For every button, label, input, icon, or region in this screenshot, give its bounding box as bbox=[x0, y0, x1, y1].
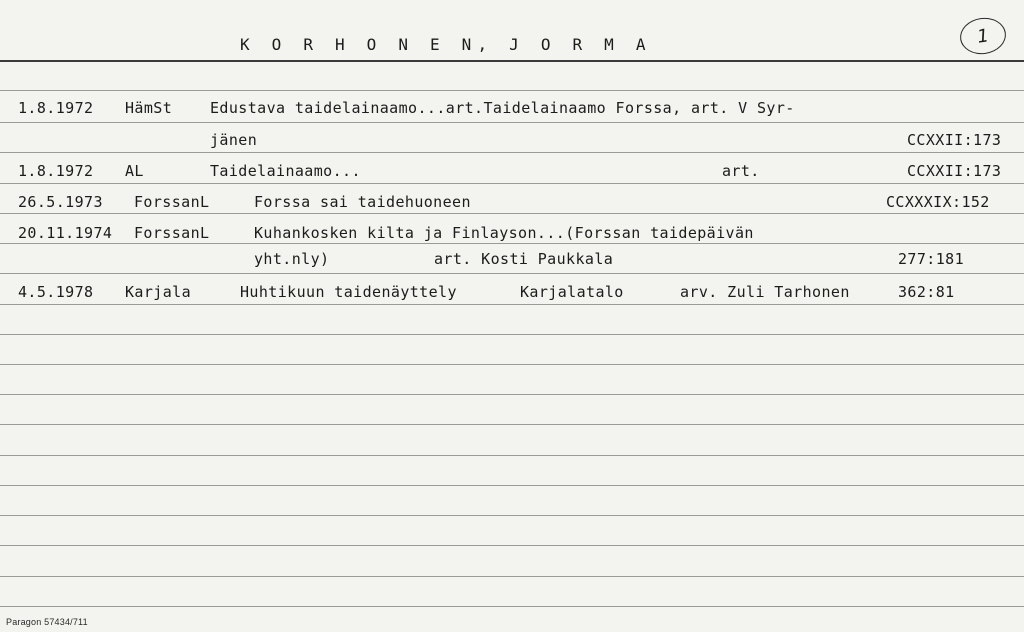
entry-reference: CCXXII:173 bbox=[907, 162, 1002, 180]
ruled-line bbox=[0, 485, 1024, 486]
ruled-line bbox=[0, 152, 1024, 153]
entry-reference: CCXXXIX:152 bbox=[886, 193, 990, 211]
entry-source: ForssanL bbox=[134, 193, 210, 211]
ruled-line bbox=[0, 304, 1024, 305]
entry-type: art. bbox=[722, 162, 760, 180]
entry-source: Karjala bbox=[125, 283, 192, 301]
entry-type: art. Kosti Paukkala bbox=[434, 250, 614, 268]
ruled-line bbox=[0, 183, 1024, 184]
entry-reference: 277:181 bbox=[898, 250, 965, 268]
ruled-line bbox=[0, 213, 1024, 214]
ruled-line bbox=[0, 364, 1024, 365]
entry-place: Karjalatalo bbox=[520, 283, 624, 301]
entry-date: 20.11.1974 bbox=[18, 224, 113, 242]
entry-text: Kuhankosken kilta ja Finlayson...(Forssan taidepäivän bbox=[254, 224, 754, 242]
header-rule bbox=[0, 60, 1024, 62]
ruled-line bbox=[0, 424, 1024, 425]
ruled-line bbox=[0, 394, 1024, 395]
entry-date: 26.5.1973 bbox=[18, 193, 103, 211]
entry-reference: 362:81 bbox=[898, 283, 955, 301]
entry-text-continued: yht.nly) bbox=[254, 250, 330, 268]
entry-type: arv. Zuli Tarhonen bbox=[680, 283, 850, 301]
entry-text: Forssa sai taidehuoneen bbox=[254, 193, 471, 211]
ruled-line bbox=[0, 273, 1024, 274]
entry-text-continued: jänen bbox=[210, 131, 258, 149]
ruled-line bbox=[0, 576, 1024, 577]
card-number-circle: 1 bbox=[958, 15, 1009, 57]
entry-source: ForssanL bbox=[134, 224, 210, 242]
ruled-line bbox=[0, 334, 1024, 335]
ruled-line bbox=[0, 515, 1024, 516]
entry-source: HämSt bbox=[125, 99, 173, 117]
entry-date: 4.5.1978 bbox=[18, 283, 94, 301]
entry-text: Edustava taidelainaamo...art.Taidelainaamo Forssa, art. V Syr- bbox=[210, 99, 795, 117]
ruled-line bbox=[0, 122, 1024, 123]
ruled-line bbox=[0, 606, 1024, 607]
entry-source: AL bbox=[125, 162, 144, 180]
entry-date: 1.8.1972 bbox=[18, 99, 94, 117]
ruled-line bbox=[0, 243, 1024, 244]
card-title: K O R H O N E N, J O R M A bbox=[240, 35, 652, 54]
printer-mark: Paragon 57434/711 bbox=[6, 617, 88, 627]
entry-reference: CCXXII:173 bbox=[907, 131, 1002, 149]
entry-date: 1.8.1972 bbox=[18, 162, 94, 180]
entry-text: Taidelainaamo... bbox=[210, 162, 361, 180]
ruled-line bbox=[0, 455, 1024, 456]
ruled-line bbox=[0, 545, 1024, 546]
ruled-line bbox=[0, 90, 1024, 91]
entry-text: Huhtikuun taidenäyttely bbox=[240, 283, 457, 301]
